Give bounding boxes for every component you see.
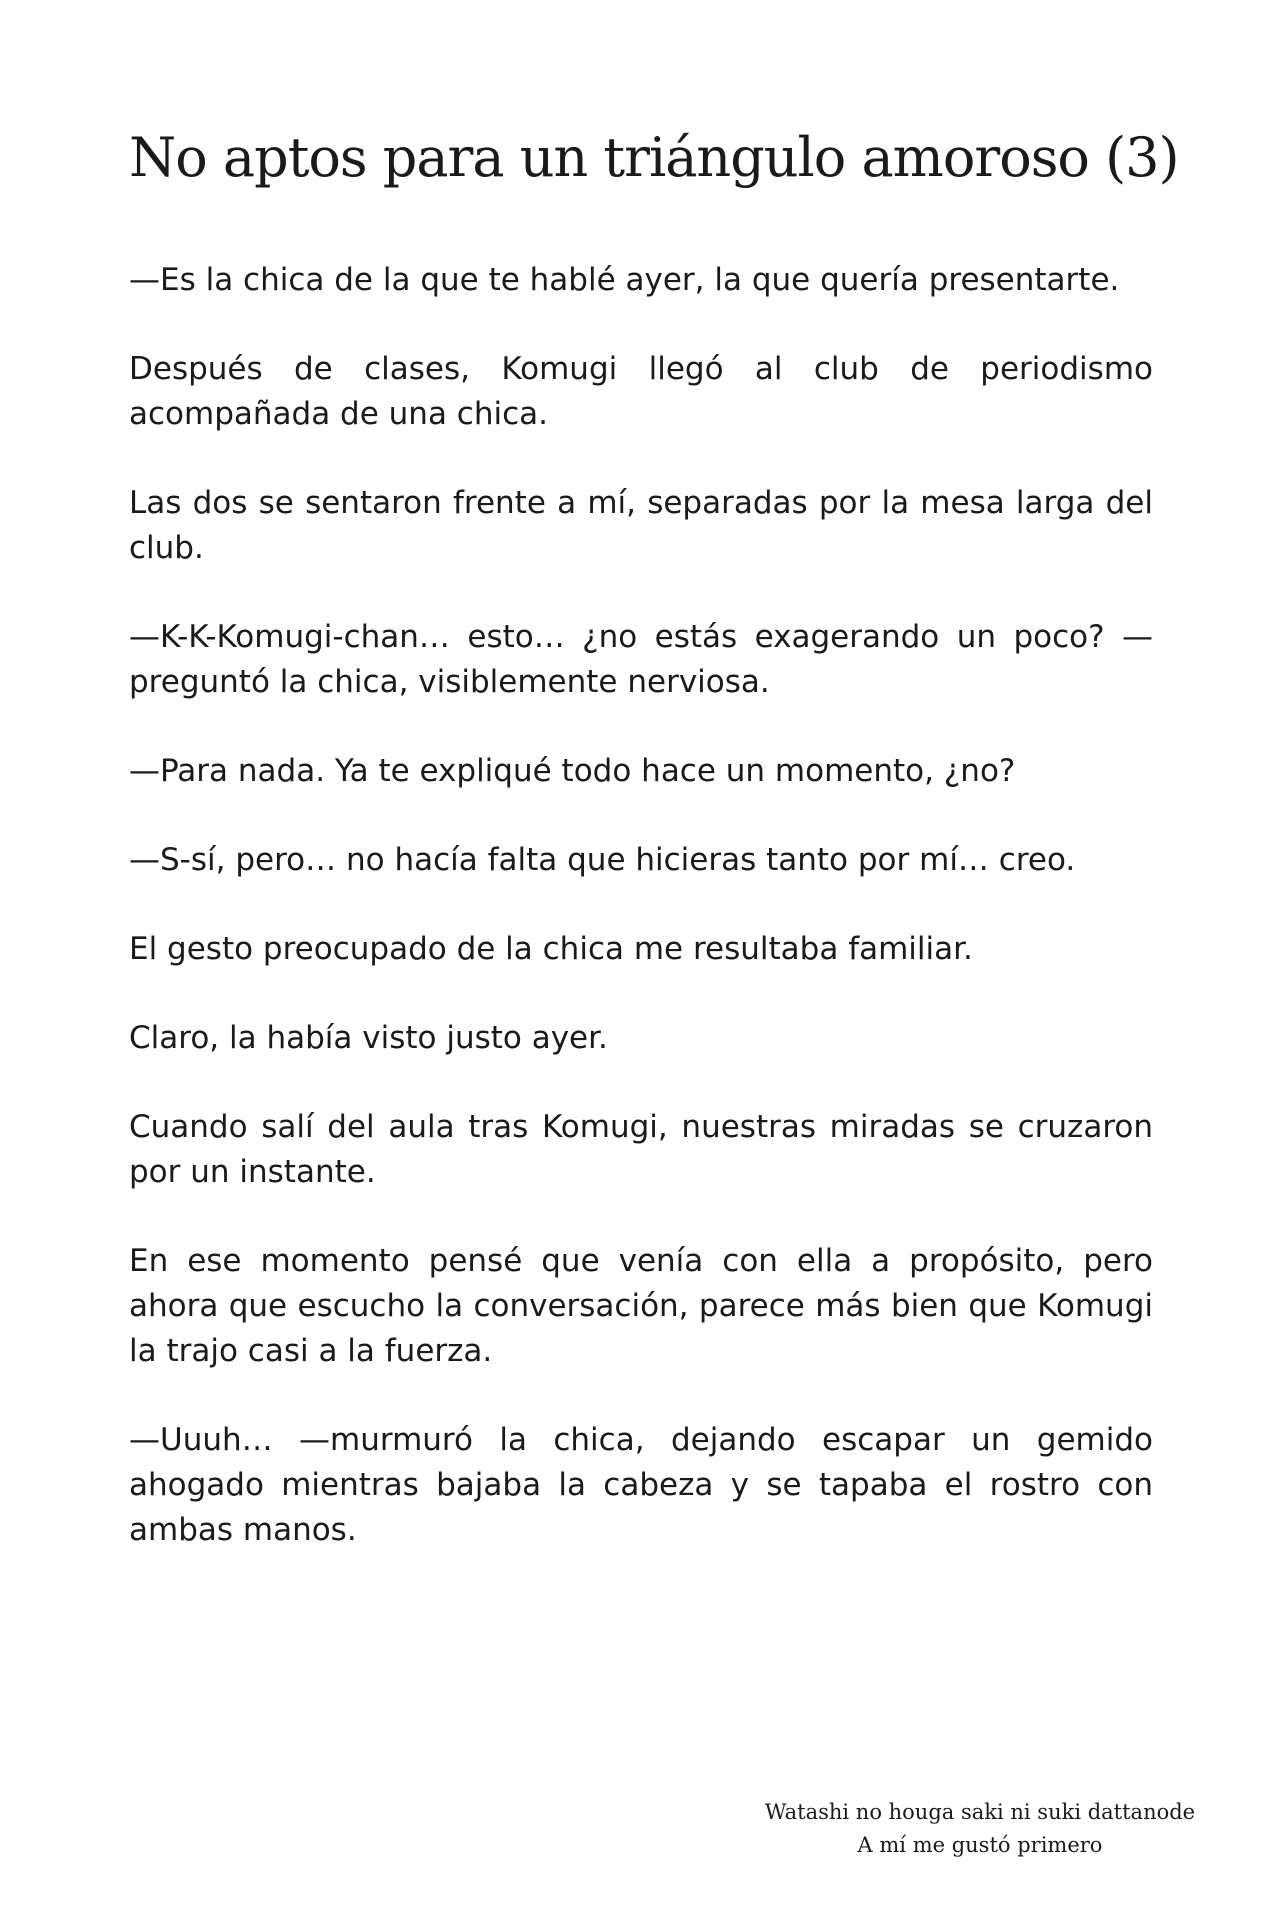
paragraph: —Para nada. Ya te expliqué todo hace un momento, ¿no? [129,753,1016,789]
paragraph: Cuando salí del aula tras Komugi, nuestras miradas se cruzaron por un instante. [129,1109,1153,1190]
chapter-body [129,258,1153,1597]
paragraph: —K-K-Komugi-chan… esto… ¿no estás exagerando un poco? —preguntó la chica, visiblemente nerviosa. [129,619,1153,700]
paragraph: Las dos se sentaron frente a mí, separadas por la mesa larga del club. [129,485,1153,566]
paragraph: —Uuuh… —murmuró la chica, dejando escapar un gemido ahogado mientras bajaba la cabeza y se tapaba el rostro con ambas manos. [129,1422,1153,1548]
paragraph: Después de clases, Komugi llegó al club de periodismo acompañada de una chica. [129,351,1153,432]
paragraph: El gesto preocupado de la chica me resultaba familiar. [129,931,973,967]
paragraph: —Es la chica de la que te hablé ayer, la que quería presentarte. [129,262,1120,298]
chapter-title: No aptos para un triángulo amoroso (3) [129,126,1179,189]
paragraph: —S-sí, pero… no hacía falta que hicieras tanto por mí… creo. [129,842,1076,878]
footer-series-subtitle: A mí me gustó primero [857,1833,1103,1857]
paragraph: En ese momento pensé que venía con ella a propósito, pero ahora que escucho la conversación, parece más bien que Komugi la trajo casi a la fuerza. [129,1243,1153,1369]
footer-series-title: Watashi no houga saki ni suki dattanode [764,1800,1196,1824]
page-footer [700,1796,1260,1862]
paragraph: Claro, la había visto justo ayer. [129,1020,608,1056]
